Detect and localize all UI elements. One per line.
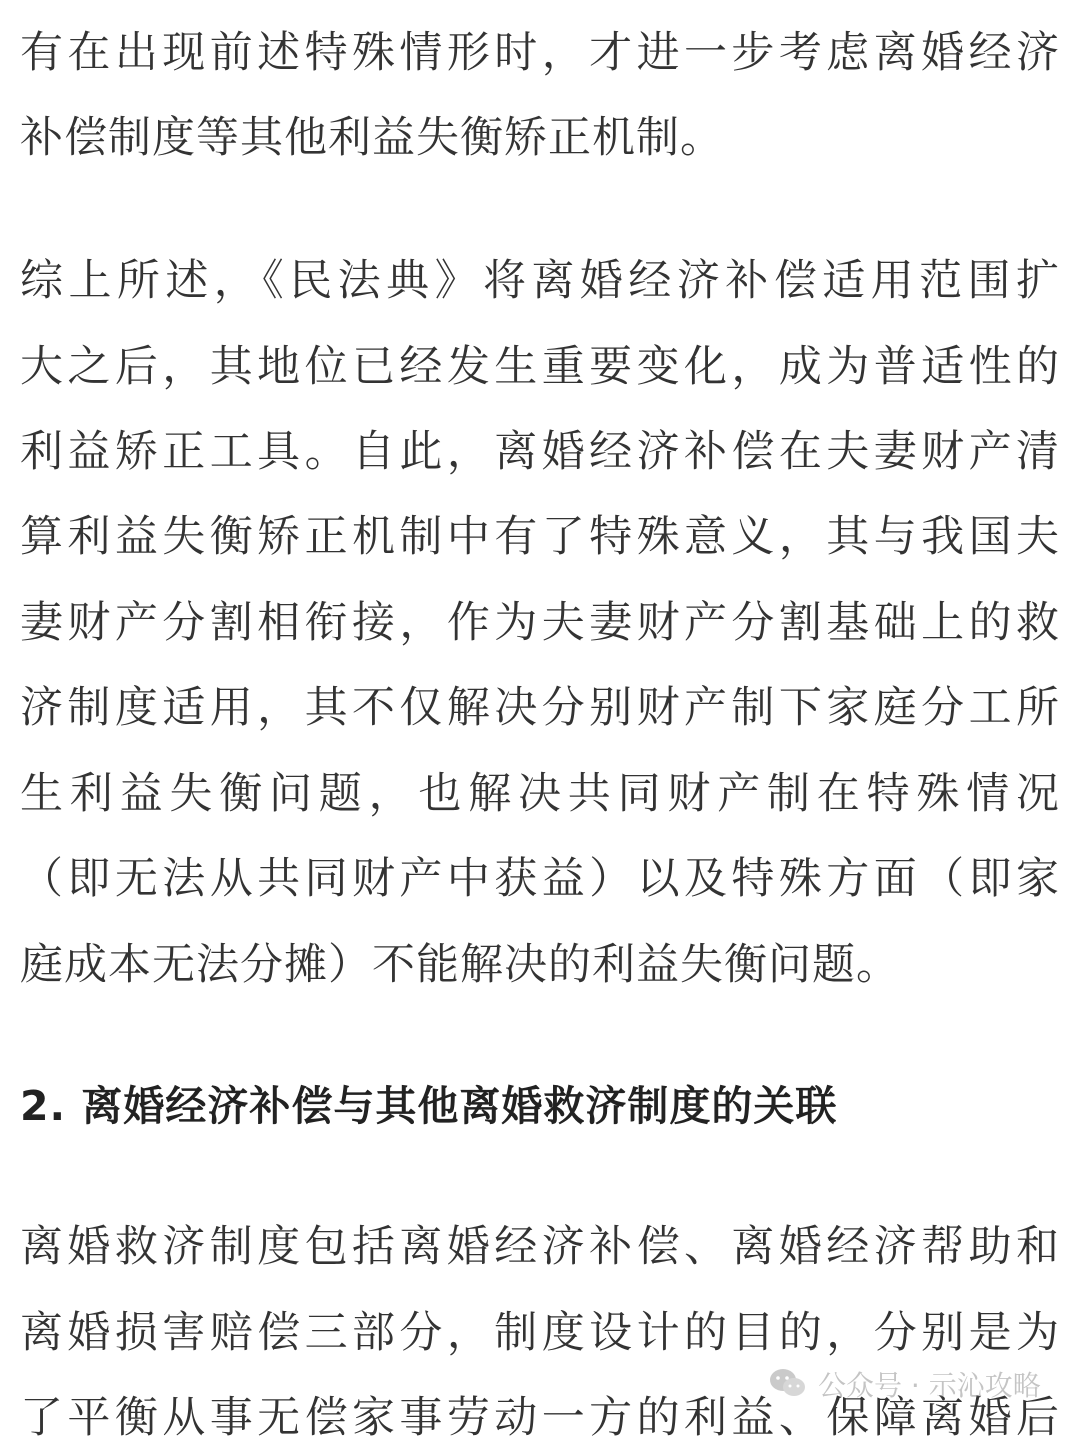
paragraph-2-line-1: 综上所述，《民法典》将离婚经济补偿适用范围扩 [20, 256, 1060, 306]
paragraph-3-line-1: 离婚救济制度包括离婚经济补偿、离婚经济帮助和 [20, 1222, 1060, 1272]
paragraph-1-line-1: 有在出现前述特殊情形时，才进一步考虑离婚经济 [20, 28, 1060, 78]
paragraph-3-line-3: 了平衡从事无偿家事劳动一方的利益、保障离婚后 [20, 1393, 1060, 1443]
paragraph-2-line-3: 利益矫正工具。自此，离婚经济补偿在夫妻财产清 [20, 427, 1060, 477]
paragraph-2-line-2: 大之后，其地位已经发生重要变化，成为普适性的 [20, 342, 1060, 392]
paragraph-2-line-9: 庭成本无法分摊）不能解决的利益失衡问题。 [20, 940, 900, 990]
section-heading: 2. 离婚经济补偿与其他离婚救济制度的关联 [20, 1082, 838, 1130]
paragraph-2-line-6: 济制度适用，其不仅解决分别财产制下家庭分工所 [20, 683, 1060, 733]
paragraph-3-line-2: 离婚损害赔偿三部分，制度设计的目的，分别是为 [20, 1308, 1060, 1358]
watermark-text: 公众号 · 示沁攻略 [818, 1369, 1041, 1402]
paragraph-2-line-5: 妻财产分割相衔接，作为夫妻财产分割基础上的救 [20, 598, 1060, 648]
paragraph-2-line-4: 算利益失衡矫正机制中有了特殊意义，其与我国夫 [20, 512, 1060, 562]
wechat-icon [768, 1367, 808, 1401]
paragraph-1-line-2: 补偿制度等其他利益失衡矫正机制。 [20, 113, 724, 163]
paragraph-2-line-8: （即无法从共同财产中获益）以及特殊方面（即家 [20, 854, 1060, 904]
wechat-watermark [768, 1356, 1041, 1412]
paragraph-2-line-7: 生利益失衡问题，也解决共同财产制在特殊情况 [20, 769, 1060, 819]
